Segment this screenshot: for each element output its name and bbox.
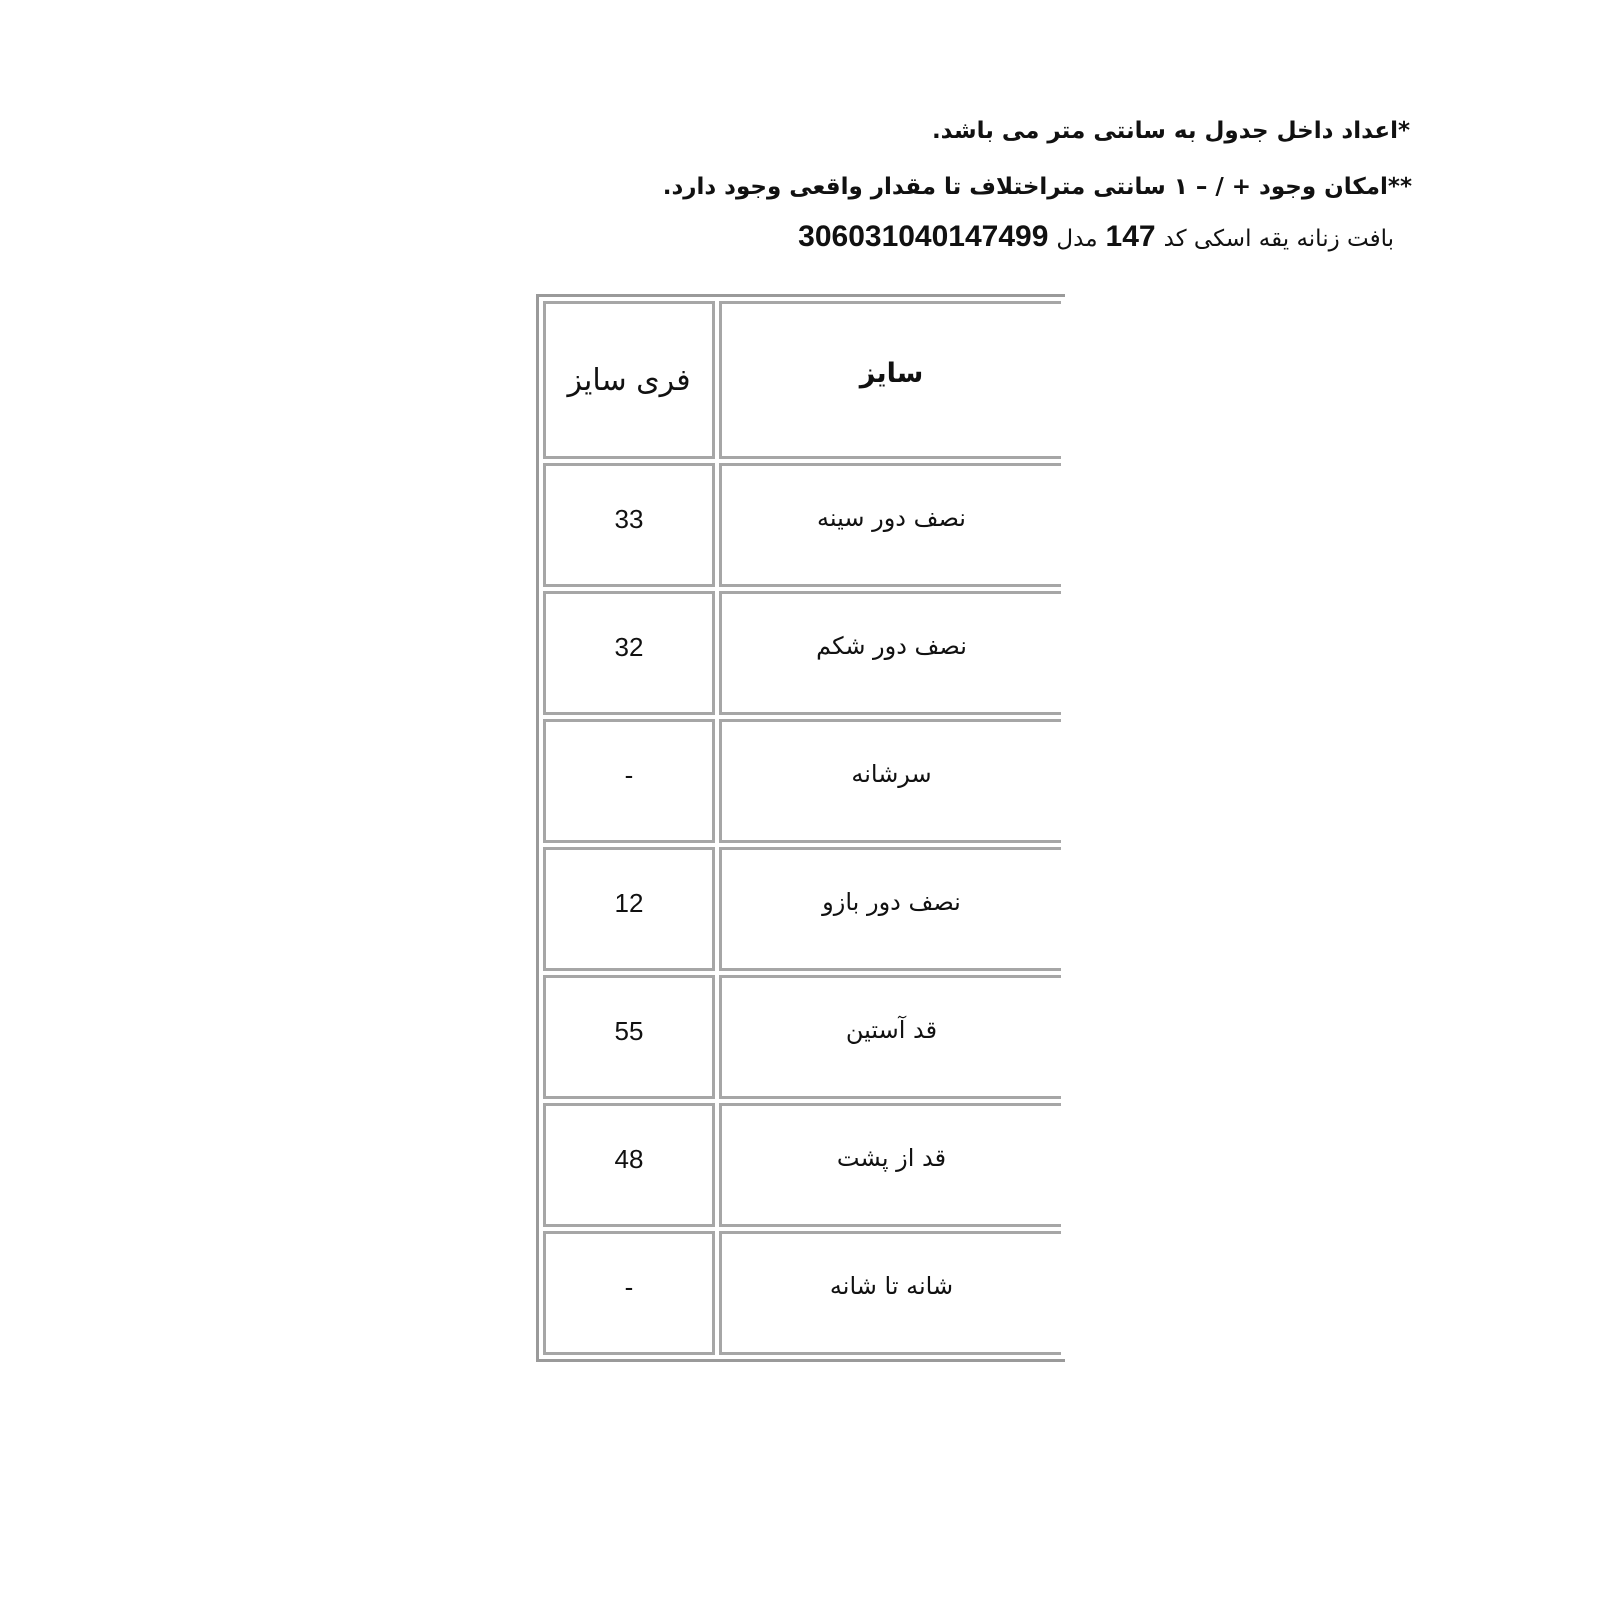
value-cell	[543, 719, 715, 843]
measurement-value: 48	[614, 1144, 644, 1174]
measurement-value: -	[624, 760, 634, 790]
table-row	[543, 1231, 1061, 1355]
value-cell	[543, 463, 715, 587]
header-label-cell	[719, 301, 1061, 459]
table-row	[543, 847, 1061, 971]
note-tolerance: **امکان وجود + / – ۱ سانتی متراختلاف تا مقدار واقعی وجود دارد.	[662, 174, 1412, 200]
table-header-row	[543, 301, 1061, 459]
measurement-label: قد آستین	[845, 1016, 938, 1044]
table-row	[543, 591, 1061, 715]
measurement-value: 55	[614, 1016, 644, 1046]
measurement-label: سرشانه	[851, 760, 932, 788]
label-cell	[719, 1231, 1061, 1355]
measurement-value: 12	[614, 888, 644, 918]
measurement-label: نصف دور شکم	[816, 632, 967, 660]
table-row	[543, 719, 1061, 843]
value-cell	[543, 1103, 715, 1227]
value-cell	[543, 847, 715, 971]
model-number: 306031040147499	[798, 220, 1049, 253]
label-cell	[719, 591, 1061, 715]
value-cell	[543, 975, 715, 1099]
measurement-label: شانه تا شانه	[829, 1272, 954, 1300]
measurement-value: -	[624, 1272, 634, 1302]
header-free-size: فری سایز	[567, 363, 691, 398]
size-table	[536, 294, 1065, 1362]
label-cell	[719, 719, 1061, 843]
product-code: 147	[1105, 220, 1156, 253]
header-size: سایز	[859, 358, 924, 389]
measurement-value: 33	[614, 504, 644, 534]
label-cell	[719, 847, 1061, 971]
value-cell	[543, 1231, 715, 1355]
measurement-label: نصف دور بازو	[822, 888, 961, 916]
model-label: مدل	[1056, 226, 1098, 252]
label-cell	[719, 975, 1061, 1099]
label-cell	[719, 1103, 1061, 1227]
table-row	[543, 1103, 1061, 1227]
measurement-label: نصف دور سینه	[817, 504, 966, 532]
header-value-cell	[543, 301, 715, 459]
table-row	[543, 463, 1061, 587]
value-cell	[543, 591, 715, 715]
product-title-prefix: بافت زنانه یقه اسکی کد	[1163, 226, 1394, 252]
product-title	[798, 220, 1394, 256]
label-cell	[719, 463, 1061, 587]
measurement-value: 32	[614, 632, 644, 662]
measurement-label: قد از پشت	[836, 1144, 947, 1172]
table-row	[543, 975, 1061, 1099]
note-units: *اعداد داخل جدول به سانتی متر می باشد.	[931, 118, 1410, 144]
